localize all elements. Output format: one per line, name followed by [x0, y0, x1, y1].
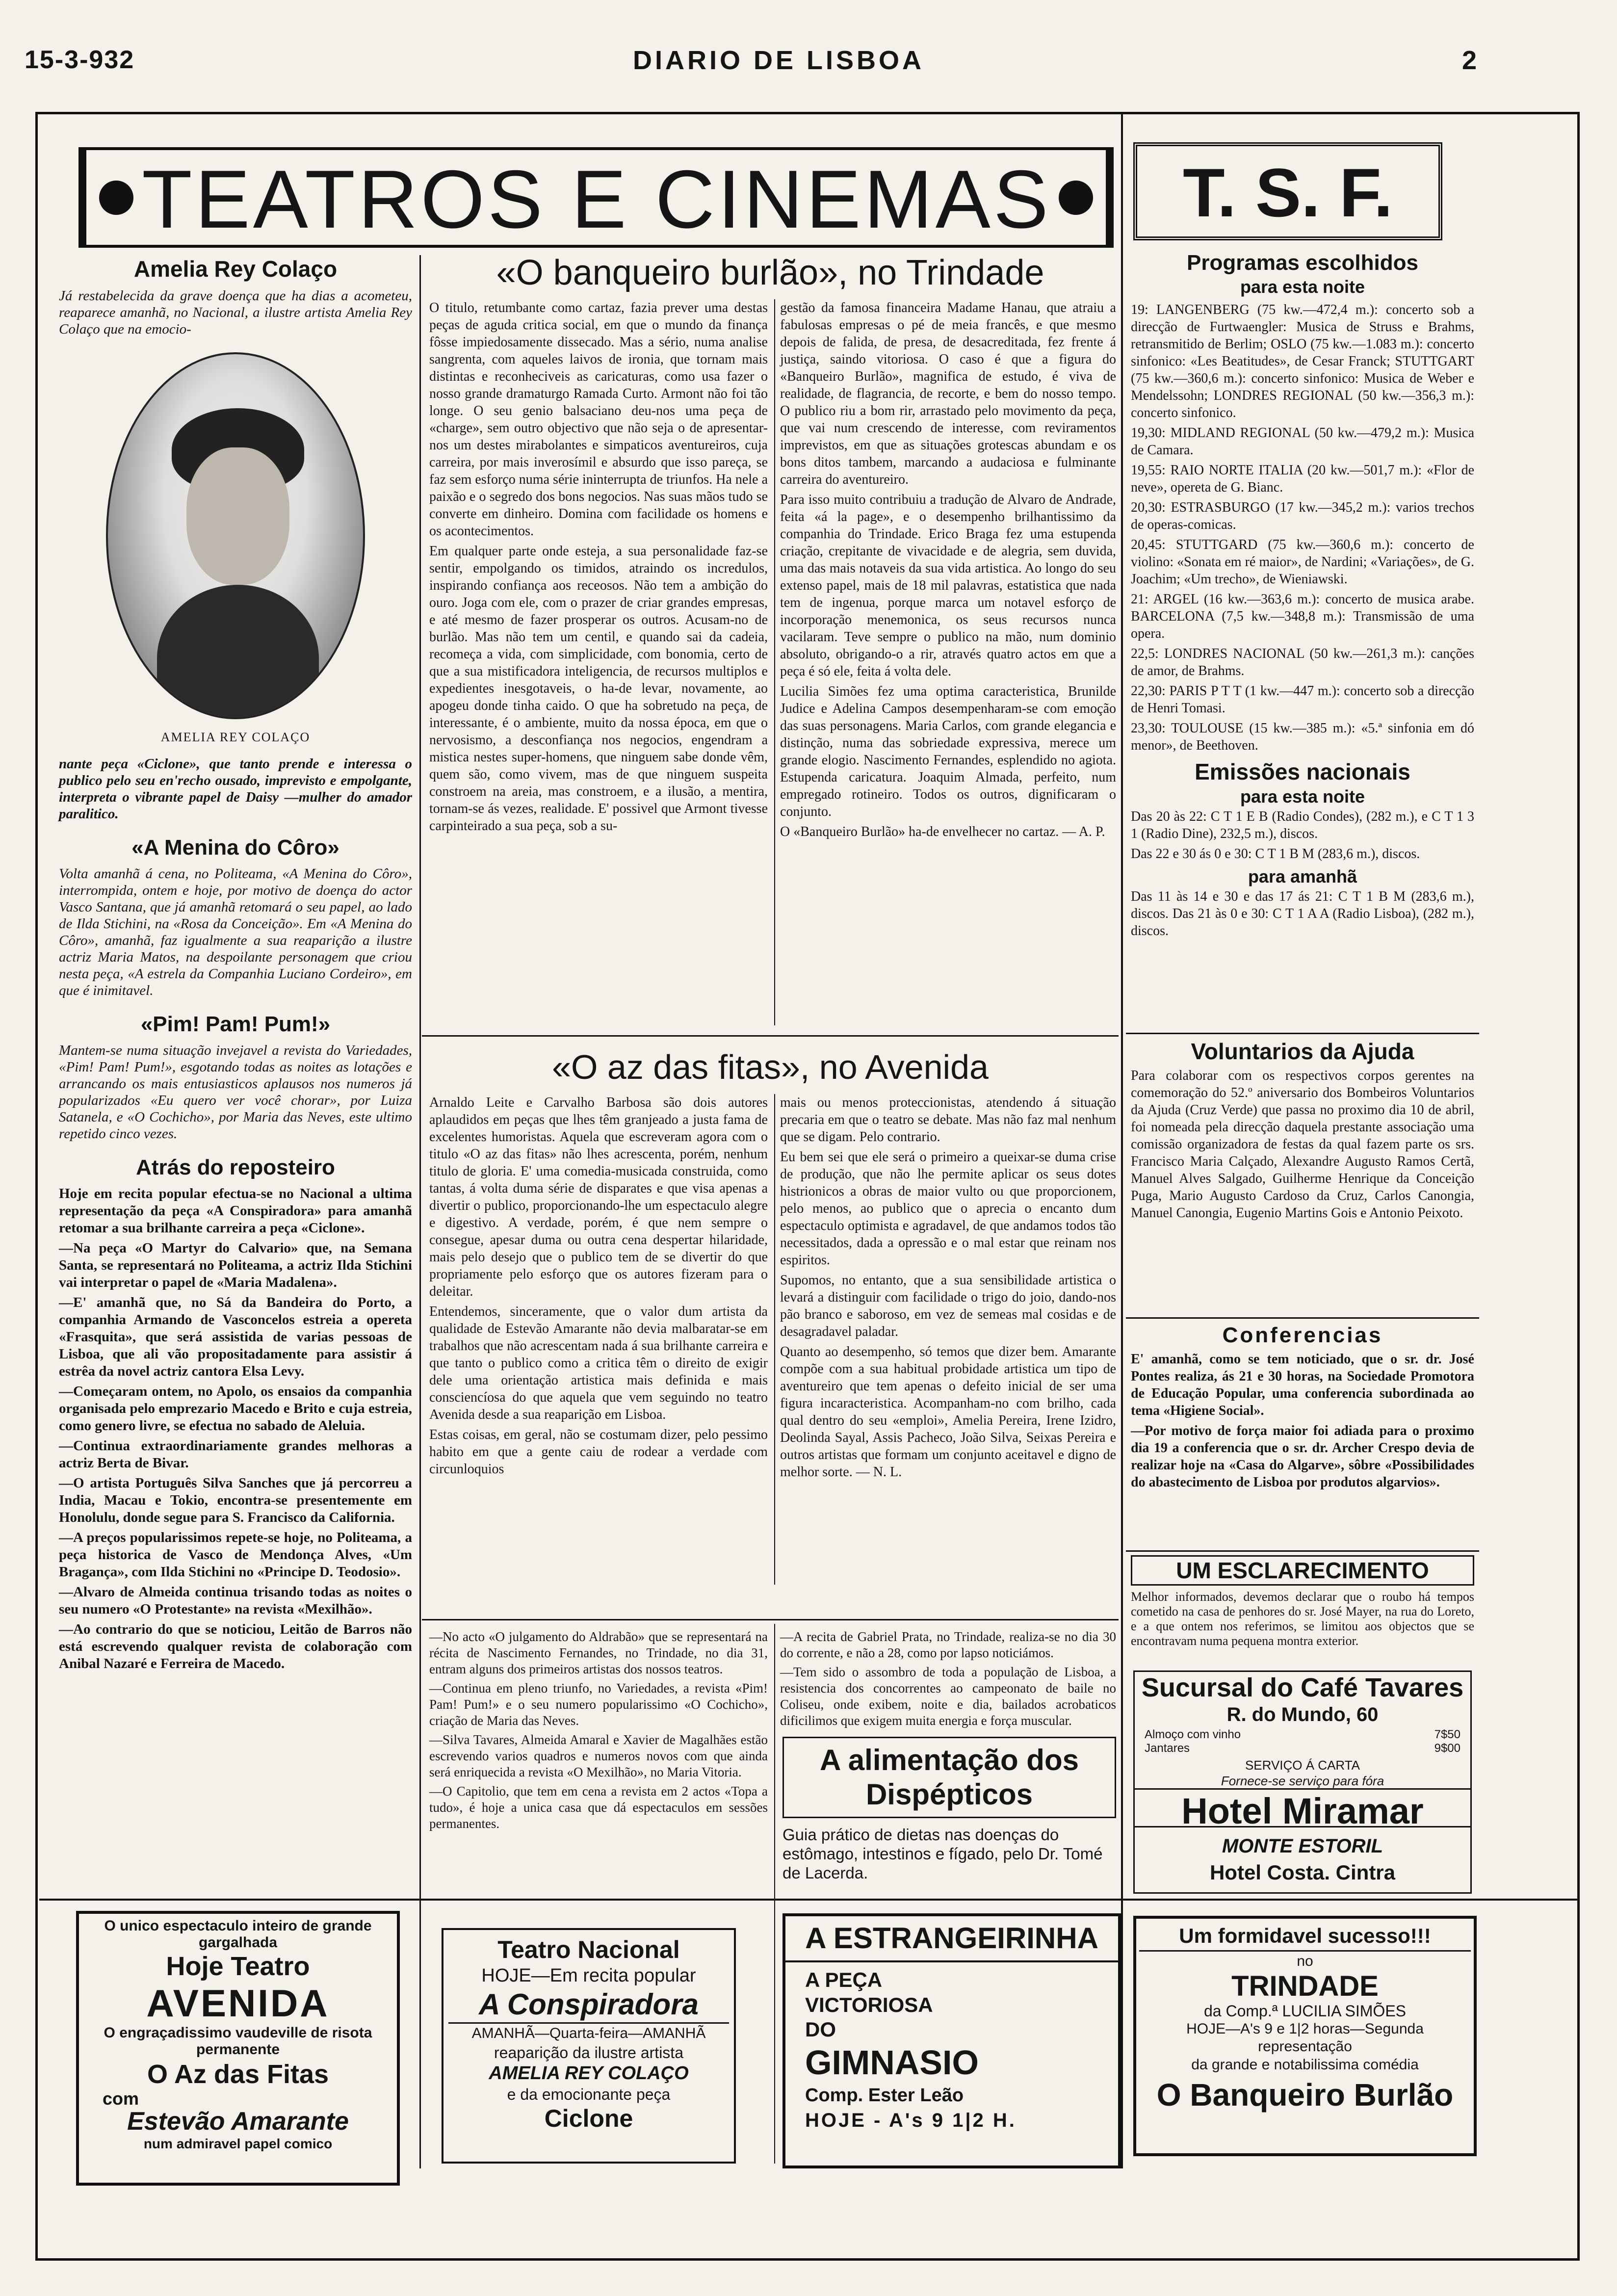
conferencias-paragraph: —Por motivo de força maior foi adiada para o proximo dia 19 a conferencia que o sr. dr. Archer Crespo devia de realizar hoje na «Casa do Algarve», sôbre «Possibilidades do abastecimento de Lisboa por produtos algarvios».	[1131, 1423, 1474, 1490]
note-paragraph: —Continua em pleno triunfo, no Variedades, a revista «Pim! Pam! Pum!» e o seu numero popularissimo «O Cochicho», criação de Maria das Neves.	[429, 1681, 768, 1728]
nacional-ad-line: reaparição da ilustre artista	[494, 2044, 683, 2061]
emissoes-subtitle: para esta noite	[1240, 786, 1365, 807]
tsf-program: 23,30: TOULOUSE (15 kw.—385 m.): «5.ª sinfonia em dó menor», de Beethoven.	[1131, 721, 1474, 753]
hotel-miramar-ad	[1133, 1788, 1472, 1894]
avenida-ad-line: AVENIDA	[146, 1982, 330, 2025]
amelia-intro: Já restabelecida da grave doença que ha dias a acometeu, reaparece amanhã, no Nacional, a ilustre artista Amelia Rey Colaço que na emocio-	[59, 288, 412, 337]
pim-text: Mantem-se numa situação invejavel a revista do Variedades, «Pim! Pam! Pum!», esgotando todas as noites as lotações e arrancando os mais entusiasticos aplausos nos numeros já popularizados «Eu quero ver você chorar», por Luiza Satanela, e «O Cochicho», por Maria das Neves, este ultimo repetido cinco vezes.	[59, 1043, 412, 1142]
nacional-ad-line: Ciclone	[544, 2105, 633, 2132]
atras-paragraph: —A preços popularissimos repete-se hoje, no Politeama, a peça historica de Vasco de Mendonça Alves, «Um Bragança», com Ilda Stichini no «Principe D. Teodosio».	[59, 1530, 412, 1580]
estrangeirinha-ad-line: VICTORIOSA	[805, 1993, 933, 2016]
estrangeirinha-ad	[782, 1913, 1121, 2168]
cafe-name: Sucursal do Café Tavares	[1141, 1673, 1464, 1702]
emissoes-paragraph: Das 20 às 22: C T 1 E B (Radio Condes), (282 m.), e C T 1 3 1 (Radio Dine), 232,5 m.), discos.	[1131, 809, 1474, 841]
nacional-ad-line: HOJE—Em recita popular	[481, 1965, 696, 1986]
cafe-service: SERVIÇO Á CARTA	[1245, 1758, 1360, 1773]
notes-column-rule	[774, 1624, 775, 2164]
nacional-ad-line: AMANHÃ—Quarta-feira—AMANHÃ	[471, 2025, 706, 2041]
atras-paragraph: —Começaram ontem, no Apolo, os ensaios da companhia organisada pelo emprezario Macedo e Brito e cuja estreia, como genero livre, se efectua no sabado de Aleluia.	[59, 1383, 412, 1434]
tsf-title-box	[1133, 142, 1442, 240]
divider	[39, 1899, 1577, 1901]
nacional-ad-line: e da emocionante peça	[507, 2086, 671, 2103]
note-paragraph: —No acto «O julgamento do Aldrabão» que se representará na récita de Nascimento Fernandes, no Trindade, no dia 31, entram alguns dos primeiros artistas dos nossos teatros.	[429, 1629, 768, 1676]
conferencias-article	[1131, 1322, 1474, 1494]
banqueiro-column-2	[780, 299, 1116, 843]
tsf-program: 22,5: LONDRES NACIONAL (50 kw.—261,3 m.): canções de amor, de Brahms.	[1131, 646, 1474, 678]
avenida-ad-line: O unico espectaculo inteiro de grande gargalhada	[104, 1918, 372, 1951]
estrangeirinha-ad-line: A ESTRANGEIRINHA	[785, 1916, 1118, 1962]
tsf-program: 20,30: ESTRASBURGO (17 kw.—345,2 m.): varios trechos de operas-comicas.	[1131, 500, 1474, 532]
conferencias-title: Conferencias	[1222, 1323, 1383, 1347]
note-paragraph: —Tem sido o assombro de toda a população de Lisboa, a resistencia dos concorrentes ao campeonato de baile no Coliseu, onde exibem, noite e dia, bailados acrobaticos dificilimos que exigem muita energia e força muscular.	[780, 1665, 1116, 1728]
tsf-program: 19: LANGENBERG (75 kw.—472,4 m.): concerto sob a direcção de Furtwaengler: Musica de Struss e Brahms, retransmitido de Berlim; OSLO (75 kw.—1.083 m.): concerto sinfonico: «Les Beatitudes», de Cesar Franck; STUTTGART (75 kw.—360,6 m.): concerto sinfonico: Musica de Weber e Mendelssohn; LONDRES REGIONAL (50 kw.—356,3 m.): concerto sinfonico.	[1131, 302, 1474, 420]
dispepticos-ad	[782, 1737, 1116, 1882]
atras-paragraph: —E' amanhã que, no Sá da Bandeira do Porto, a companhia Armando de Vasconcelos estreia a opereta «Frasquita», que será assistida de varias pessoas de Lisboa, que ali vão propositadamente para assistir á estrêa da novel actriz cantora Elsa Levy.	[59, 1295, 412, 1379]
atras-paragraph: —Continua extraordinariamente grandes melhoras a actriz Berta de Bivar.	[59, 1438, 412, 1471]
note-paragraph: —O Capitolio, que tem em cena a revista em 2 actos «Topa a tudo», é hoje a unica casa que dá espectaculos em sessões permanentes.	[429, 1784, 768, 1831]
conferencias-paragraph: E' amanhã, como se tem noticiado, que o sr. dr. José Pontes realiza, ás 21 e 30 horas, na Sociedade Promotora de Educação Popular, uma conferencia subordinada ao tema «Higiene Social».	[1131, 1352, 1474, 1418]
az-paragraph: mais ou menos proteccionistas, atendendo á situação precaria em que o teatro se debate. Mas não faz mal nenhum que se digam. Pelo contrario.	[780, 1095, 1116, 1145]
atras-paragraph: Hoje em recita popular efectua-se no Nacional a ultima representação da peça «A Conspiradora» para amanhã retomar a sua brilhante carreira a peça «Ciclone».	[59, 1186, 412, 1236]
az-paragraph: Arnaldo Leite e Carvalho Barbosa são dois autores aplaudidos em peças que lhes têm granjeado a justa fama de excelentes humoristas. Aquela que escreveram agora com o titulo «O az das fitas» não lhes acrescenta, porém, nenhum titulo de gloria. E' uma comedia-musicada construida, como tantas, á volta duma série de disparates e que visa apenas a divertir o publico, proporcionando-lhe um espectaculo alegre e digestivo. A verdade, porém, é que nem sempre o consegue, apesar duma ou outra cena despertar hilaridade, mais pelo desejo que o publico tem de se divertir do que propriamente pelo esforço que os autores fizeram para o deleitar.	[429, 1095, 768, 1299]
column-rule-1	[419, 255, 421, 2168]
tsf-title: T. S. F.	[1183, 154, 1393, 231]
trindade-ad-line: no	[1297, 1953, 1313, 1969]
avenida-ad-line: O engraçadissimo vaudeville de risota permanente	[104, 2025, 372, 2058]
emissoes-paragraph: Das 22 e 30 ás 0 e 30: C T 1 B M (283,6 m.), discos.	[1131, 846, 1420, 861]
bullet-icon-left	[99, 181, 133, 215]
tsf-programs-title: Programas escolhidos	[1187, 251, 1418, 275]
az-paragraph: Entendemos, sinceramente, que o valor dum artista da qualidade de Estevão Amarante não devia malbaratar-se em trabalhos que não acrescentam nada á sua brilhante carreira e que tanto o publico como a critica têm o direito de exigir dele uma orientação artistica mais definida e mais consciencíosa do que aquela que vem seguindo no teatro Avenida desde a sua reaparição em Lisboa.	[429, 1304, 768, 1422]
banqueiro-paragraph: O titulo, retumbante como cartaz, fazia prever uma destas peças de aguda critica social, em que o mundo da finança fôsse impiedosamente dissecado. Mas a sério, numa analise sangrenta, com aqueles laivos de ironia, que tornam mais distintas e reconheciveis as caricaturas, como usa fazer o nosso grande dramaturgo Ramada Curto. Armont não foi tão longe. O seu genio balsaciano deu-nos uma peça de «charge», sem outro objectivo que não seja o de apresentar-nos um destes mirabolantes e simpaticos aventureiros, cuja carreira, por mais inverosímil e absurdo que isso pareça, se faz sem esforço numa série ininterrupta de triunfos. Ha nele a paixão e o segredo dos bons negocios. Nas suas mãos tudo se converte em dinheiro. Domina com facilidade os homens e os acontecimentos.	[429, 300, 768, 539]
avenida-ad-line: num admiravel papel comico	[143, 2136, 333, 2151]
dispepticos-text: Guia prático de dietas nas doenças do estômago, intestinos e fígado, pelo Dr. Tomé de Lacerda.	[782, 1826, 1103, 1882]
trindade-ad-line: Um formidavel sucesso!!!	[1139, 1922, 1471, 1952]
estrangeirinha-ad-line: Comp. Ester Leão	[805, 2085, 964, 2106]
tsf-program: 19,55: RAIO NORTE ITALIA (20 kw.—501,7 m.): «Flor de neve», opereta de G. Bianc.	[1131, 463, 1474, 495]
cafe-price-2: 9$00	[1434, 1742, 1461, 1755]
trindade-ad-line: HOJE—A's 9 e 1|2 horas—Segunda	[1186, 2021, 1424, 2037]
divider	[1126, 1550, 1479, 1552]
banqueiro-column-rule	[774, 299, 775, 1025]
banqueiro-paragraph: O «Banqueiro Burlão» ha-de envelhecer no cartaz. — A. P.	[780, 824, 1105, 839]
hotel-other: Hotel Costa. Cintra	[1209, 1861, 1396, 1884]
avenida-ad-line: O Az das Fitas	[147, 2060, 329, 2089]
amelia-caption: AMELIA REY COLAÇO	[160, 730, 311, 744]
pim-title: «Pim! Pam! Pum!»	[140, 1012, 331, 1036]
avenida-ad	[76, 1911, 400, 2186]
amanha-subtitle: para amanhã	[1248, 866, 1357, 887]
banqueiro-paragraph: Em qualquer parte onde esteja, a sua personalidade faz-se sentir, empolgando os timidos, atraindo os incredulos, inspirando confiança aos receosos. Não tem a ambição do ouro. Joga com ele, com o prazer de criar grandes empresas, e até mesmo de fazer prosperar os outros. Acusam-no de burlão. Mas não tem um centil, e quando sai da cadeia, recomeça a vida, com simplicidade, com bonomia, certo de que a sua mistificadora inteligencia, de recursos multiplos e expedientes inesgotaveis, o ha-de levar, novamente, ao apogeu donde tinha caido. O que ha sobretudo na peça, de interessante, é o ambiente, muito da nossa época, em que o nervosismo, a desconfiança nos negocios, engendram a mistica nestes super-homens, que ninguem sabe donde vêm, quem são, como vivem, mas de que ninguem suspeita constroem na areia, mas constroem, e a ilusão, a mentira, tornam-se ás vezes, realidade. E' possivel que Armont tivesse carpinteirado a sua peça, sob a su-	[429, 544, 768, 834]
emissoes-title: Emissões nacionais	[1195, 759, 1410, 784]
note-paragraph: —A recita de Gabriel Prata, no Trindade, realiza-se no dia 30 do corrente, e não a 28, como por lapso noticiámos.	[780, 1629, 1116, 1660]
cafe-line-2: Jantares	[1145, 1742, 1190, 1755]
trindade-ad-line: da grande e notabilissima comédia	[1191, 2057, 1419, 2073]
esclarecimento-article	[1131, 1555, 1474, 1648]
trindade-ad	[1133, 1916, 1477, 2156]
bullet-icon-right	[1059, 181, 1093, 215]
menina-text: Volta amanhã á cena, no Politeama, «A Menina do Côro», interrompida, ontem e hoje, por motivo de doença do actor Vasco Santana, que já amanhã retomará o seu papel, ao lado de Ilda Stichini, na «Rosa da Conceição». Em «A Menina do Côro», amanhã, faz igualmente a sua reaparição a ilustre actriz Maria Matos, na despoilante personagem que criou nesta peça, «A estrela da Companhia Luciano Cordeiro», em que é inimitavel.	[59, 866, 412, 998]
esclarecimento-text: Melhor informados, devemos declarar que o roubo há tempos cometido na casa de penhores do sr. José Mayer, na rua do Loreto, e a que ontem nos referimos, se limitou aos objectos que se encontravam numa pequena montra exterior.	[1131, 1590, 1474, 1648]
emissoes-text	[1131, 808, 1474, 862]
trindade-ad-line: da Comp.ª LUCILIA SIMÕES	[1204, 2002, 1406, 2020]
masthead-date: 15-3-932	[25, 46, 135, 74]
trindade-ad-line: O Banqueiro Burlão	[1156, 2077, 1454, 2113]
masthead	[20, 45, 1599, 79]
tsf-column	[1131, 250, 1474, 939]
banqueiro-paragraph: Lucilia Simões fez uma optima caracteristica, Brunilde Judice e Adelina Campos desempenharam-se com emoção das suas personagens. Maria Carlos, com grande elegancia e distinção, numa das sobriedade expressiva, merece um grande elogio. Nascimento Fernandes, esplendido no agiota. Estupenda caricatura. Joaquim Almada, perfeito, num empregado rotineiro. Todos os outros, dignificaram o conjunto.	[780, 684, 1116, 819]
divider	[1126, 1033, 1479, 1034]
avenida-ad-line: com	[103, 2088, 139, 2109]
az-paragraph: Estas coisas, em geral, não se costumam dizer, pelo pessimo habito em que a gente caiu de rodear a verdade com circunloquios	[429, 1427, 768, 1477]
amanha-text: Das 11 às 14 e 30 e das 17 ás 21: C T 1 B M (283,6 m.), discos. Das 21 às 0 e 30: C T 1 A A (Radio Lisboa), (282 m.), discos.	[1131, 889, 1474, 939]
estrangeirinha-ad-line: DO	[805, 2018, 836, 2041]
tsf-program: 20,45: STUTTGARD (75 kw.—360,6 m.): concerto de violino: «Sonata em ré maior», de Nardini; «Variações», de G. Joachim; «Um trecho», de Wieniawski.	[1131, 537, 1474, 587]
trindade-ad-line: representação	[1258, 2038, 1352, 2055]
hotel-place: MONTE ESTORIL	[1222, 1835, 1383, 1857]
nacional-ad-line: AMELIA REY COLAÇO	[489, 2063, 689, 2084]
az-paragraph: Eu bem sei que ele será o primeiro a queixar-se duma crise de produção, que não lhe permite aplicar os seus dotes histrionicos a obras de maior vulto ou que proporcionem, pelo menos, ao publico que o aprecia o encanto dum espectaculo optimista e agradavel, de que andamos todos tão necessitados, dada a opressão e o mal estar que reinam nos espiritos.	[780, 1149, 1116, 1268]
tsf-program: 21: ARGEL (16 kw.—363,6 m.): concerto de musica arabe. BARCELONA (7,5 kw.—348,8 m.): Transmissão de uma opera.	[1131, 592, 1474, 641]
menina-title: «A Menina do Côro»	[131, 835, 339, 860]
banqueiro-title: «O banqueiro burlão», no Trindade	[496, 253, 1044, 292]
az-title: «O az das fitas», no Avenida	[552, 1048, 989, 1086]
tsf-programs-subtitle: para esta noite	[1240, 277, 1365, 297]
amelia-article	[59, 255, 412, 1675]
banqueiro-paragraph: gestão da famosa financeira Madame Hanau, que atraiu a fabulosas empresas o pé de meia francês, e que mesmo depois de falida, de presa, de desacreditada, fez frente á justiça, saindo vitoriosa. O caso é que a figura do «Banqueiro Burlão», magnifica de estudo, é viva de realidade, de flagrancia, de recorte, e bem do nosso tempo. O publico riu a bom rir, arrastado pelo movimento da peça, que vai num crescendo de interesse, com reviramentos imprevistos, em que as situações grotescas abundam e os bons ditos tambem, marcando a audaciosa e fulminante carreira do aventureiro.	[780, 300, 1116, 487]
banqueiro-paragraph: Para isso muito contribuiu a tradução de Alvaro de Andrade, feita «á la page», e o desempenho brilhantissimo da companhia do Trindade. Erico Braga fez uma estupenda criação, crepitante de vivacidade e de alegria, sem duvida, uma das mais notaveis da sua vida artistica. Ao longo do seu extenso papel, mais de 18 mil palavras, estatistica que nada tem de ingenua, porque marca um notavel esforço de incorporação menemonica, os seus recursos nunca vacilaram. Teve sempre o publico na mão, num dominio absoluto, obrigando-o a rir, através quatro actos em que a peça é só ele, feita á volta dele.	[780, 492, 1116, 679]
note-paragraph: —Silva Tavares, Almeida Amaral e Xavier de Magalhães estão escrevendo varios quadros e numeros novos com que ainda será enriquecida a revista «O Mexilhão», no Maria Vitoria.	[429, 1732, 768, 1779]
notes-column-2	[780, 1629, 1116, 1732]
amelia-title: Amelia Rey Colaço	[133, 256, 338, 282]
trindade-ad-line: TRINDADE	[1231, 1970, 1379, 2002]
column-rule-main	[1121, 113, 1123, 2168]
avenida-ad-line: Estevão Amarante	[127, 2107, 349, 2136]
estrangeirinha-ad-line: GIMNASIO	[805, 2043, 979, 2082]
tsf-program: 22,30: PARIS P T T (1 kw.—447 m.): concerto sob a direcção de Henri Tomasi.	[1131, 683, 1474, 716]
divider	[422, 1035, 1119, 1037]
atras-paragraph: —O artista Português Silva Sanches que já percorreu a India, Macau e Tokio, encontra-se presentemente em Honolulu, donde segue para S. Francisco da California.	[59, 1475, 412, 1525]
estrangeirinha-ad-line: HOJE - A's 9 1|2 H.	[805, 2110, 1017, 2131]
masthead-page-number: 2	[1462, 46, 1477, 75]
voluntarios-article	[1131, 1038, 1474, 1222]
divider	[422, 1619, 1119, 1620]
cafe-price-1: 7$50	[1434, 1728, 1461, 1741]
amelia-portrait	[106, 352, 365, 719]
nacional-ad	[442, 1928, 736, 2164]
notes-column-1	[429, 1629, 768, 1835]
amelia-continuation: nante peça «Ciclone», que tanto prende e interessa o publico pelo seu en'recho ousado, imprevisto e empolgante, interpreta o vibrante papel de Daisy —mulher do amador paralitico.	[59, 756, 412, 822]
section-title-box	[78, 147, 1114, 248]
nacional-ad-line: A Conspiradora	[448, 1987, 729, 2024]
az-column-1	[429, 1094, 768, 1481]
az-column-2	[780, 1094, 1116, 1484]
tsf-program: 19,30: MIDLAND REGIONAL (50 kw.—479,2 m.): Musica de Camara.	[1131, 425, 1474, 458]
banqueiro-column-1	[429, 299, 768, 837]
atras-body	[59, 1185, 412, 1672]
divider	[1126, 1317, 1479, 1319]
hotel-name: Hotel Miramar	[1181, 1791, 1424, 1831]
voluntarios-text: Para colaborar com os respectivos corpos gerentes na comemoração do 52.º aniversario dos Bombeiros Voluntarios da Ajuda (Cruz Verde) que passa no proximo dia 10 de abril, foi nomeada pela direcção daquela prestante associação uma comissão organizadora de festas da qual fazem parte os srs. Francisco Maria Calçado, Alexandre Augusto Ramos Certã, Manuel Alves Salgado, Guilherme Henrique da Conceição Puga, Mario Augusto Cardoso da Cruz, Carlos Canongia, Manuel Canongia, Eugenio Martins Gois e Antonio Peixoto.	[1131, 1068, 1474, 1221]
estrangeirinha-ad-line: A PEÇA	[805, 1968, 883, 1991]
avenida-ad-line: Hoje Teatro	[166, 1952, 310, 1981]
az-column-rule	[774, 1094, 775, 1585]
atras-paragraph: —Ao contrario do que se noticiou, Leitão de Barros não está escrevendo qualquer revista de colaboração com Anibal Nazaré e Ferreira de Macedo.	[59, 1621, 412, 1671]
atras-title: Atrás do reposteiro	[136, 1155, 335, 1179]
cafe-address: R. do Mundo, 60	[1226, 1704, 1379, 1725]
voluntarios-title: Voluntarios da Ajuda	[1191, 1039, 1414, 1064]
atras-paragraph: —Alvaro de Almeida continua trisando todas as noites o seu numero «O Protestante» na revista «Mexilhão».	[59, 1584, 412, 1617]
conferencias-text	[1131, 1351, 1474, 1491]
section-title: TEATROS E CINEMAS	[142, 153, 1051, 245]
cafe-line-1: Almoço com vinho	[1145, 1728, 1241, 1741]
masthead-paper-name: DIARIO DE LISBOA	[633, 46, 925, 75]
esclarecimento-title: UM ESCLARECIMENTO	[1131, 1555, 1474, 1586]
cafe-fornece: Fornece-se serviço para fóra	[1221, 1774, 1384, 1788]
az-paragraph: Quanto ao desempenho, só temos que dizer bem. Amarante compõe com a sua habitual probidade artistica um tipo de aventureiro que tem apenas o defeito inicial de ser uma figura incaracteristica. Acompanham-no com brilho, cada qual dentro do seu «emploi», Amelia Pereira, Irene Izidro, Deolinda Sayal, Assis Pacheco, João Silva, Seixas Pereira e outros artistas que formam um conjunto aceitavel e digno de melhor sorte. — N. L.	[780, 1344, 1116, 1480]
nacional-ad-line: Teatro Nacional	[497, 1936, 680, 1963]
atras-paragraph: —Na peça «O Martyr do Calvario» que, na Semana Santa, se representará no Politeama, a actriz Ilda Stichini vai interpretar o papel de «Maria Madalena».	[59, 1240, 412, 1290]
az-paragraph: Supomos, no entanto, que a sua sensibilidade artistica o levará a distinguir com facilidade o trigo do joio, dando-nos pão branco e saboroso, em vez de semeas mal cosidas e de desagradavel paladar.	[780, 1273, 1116, 1339]
tsf-programs-list	[1131, 301, 1474, 754]
dispepticos-title: A alimentação dos Dispépticos	[782, 1737, 1116, 1818]
